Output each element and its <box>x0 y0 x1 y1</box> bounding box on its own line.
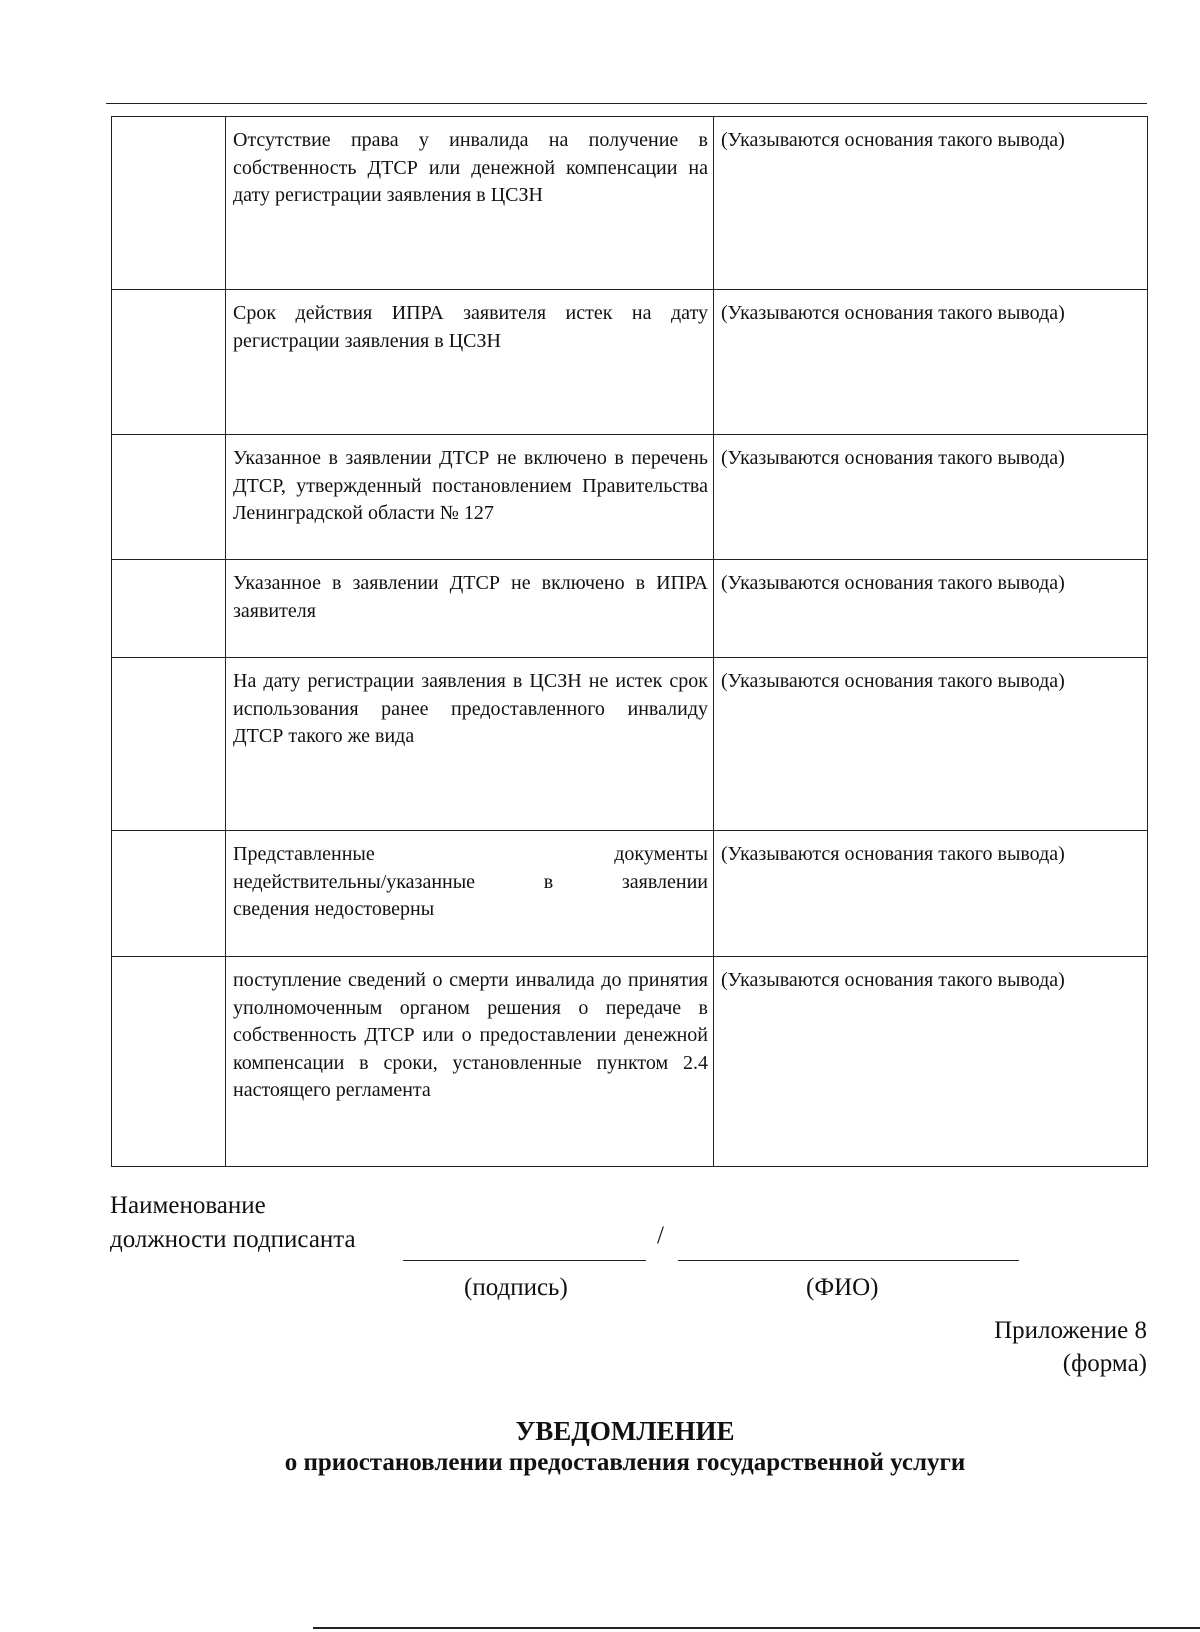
note-cell: (Указываются основания такого вывода) <box>714 290 1148 435</box>
notice-title: УВЕДОМЛЕНИЕ <box>515 1416 735 1446</box>
reason-cell: На дату регистрации заявления в ЦСЗН не истек срок использования ранее предоставленного инвалиду ДТСР такого же вида <box>226 658 714 831</box>
appendix-kind: (форма) <box>1062 1350 1147 1377</box>
note-cell: (Указываются основания такого вывода) <box>714 435 1148 560</box>
reason-cell: Указанное в заявлении ДТСР не включено в перечень ДТСР, утвержденный постановлением Правительства Ленинградской области № 127 <box>226 435 714 560</box>
reason-cell <box>226 831 714 957</box>
full-name-caption: (ФИО) <box>806 1274 879 1301</box>
row-number-cell <box>112 290 226 435</box>
reason-cell: поступление сведений о смерти инвалида до принятия уполномоченным органом решения о передаче в собственность ДТСР или о предоставлении денежной компенсации в сроки, установленные пунктом 2.4 настоящего регламента <box>226 957 714 1167</box>
table-row <box>112 435 1148 560</box>
note-cell: (Указываются основания такого вывода) <box>714 957 1148 1167</box>
table-row <box>112 831 1148 957</box>
note-cell: (Указываются основания такого вывода) <box>714 560 1148 658</box>
table-row <box>112 117 1148 290</box>
full-name-line <box>678 1260 1019 1261</box>
reason-cell: Срок действия ИПРА заявителя истек на дату регистрации заявления в ЦСЗН <box>226 290 714 435</box>
top-rule <box>106 103 1147 104</box>
table-row <box>112 658 1148 831</box>
reason-line: недействительны/указанные в заявлении <box>233 870 708 893</box>
signatory-position-label <box>110 1189 356 1257</box>
appendix-number: Приложение 8 <box>994 1317 1147 1344</box>
notice-subtitle: о приостановлении предоставления государственной услуги <box>284 1449 966 1476</box>
note-cell: (Указываются основания такого вывода) <box>714 658 1148 831</box>
note-cell: (Указываются основания такого вывода) <box>714 831 1148 957</box>
table-row <box>112 560 1148 658</box>
row-number-cell <box>112 435 226 560</box>
table-row <box>112 957 1148 1167</box>
reason-cell: Указанное в заявлении ДТСР не включено в ИПРА заявителя <box>226 560 714 658</box>
row-number-cell <box>112 117 226 290</box>
signature-caption: (подпись) <box>464 1274 568 1301</box>
note-cell: (Указываются основания такого вывода) <box>714 117 1148 290</box>
bottom-rule <box>313 1627 1200 1629</box>
signatory-label-line: должности подписанта <box>110 1226 356 1253</box>
reason-line: сведения недостоверны <box>233 898 435 920</box>
table-row <box>112 290 1148 435</box>
row-number-cell <box>112 658 226 831</box>
signature-separator: / <box>657 1222 664 1249</box>
refusal-grounds-table <box>111 116 1148 1167</box>
signature-line <box>403 1260 646 1261</box>
reason-cell: Отсутствие права у инвалида на получение в собственность ДТСР или денежной компенсации на дату регистрации заявления в ЦСЗН <box>226 117 714 290</box>
signatory-label-line: Наименование <box>110 1192 266 1219</box>
reason-line: Представленные документы <box>233 843 708 865</box>
appendix-label <box>994 1314 1147 1380</box>
row-number-cell <box>112 957 226 1167</box>
row-number-cell <box>112 831 226 957</box>
row-number-cell <box>112 560 226 658</box>
